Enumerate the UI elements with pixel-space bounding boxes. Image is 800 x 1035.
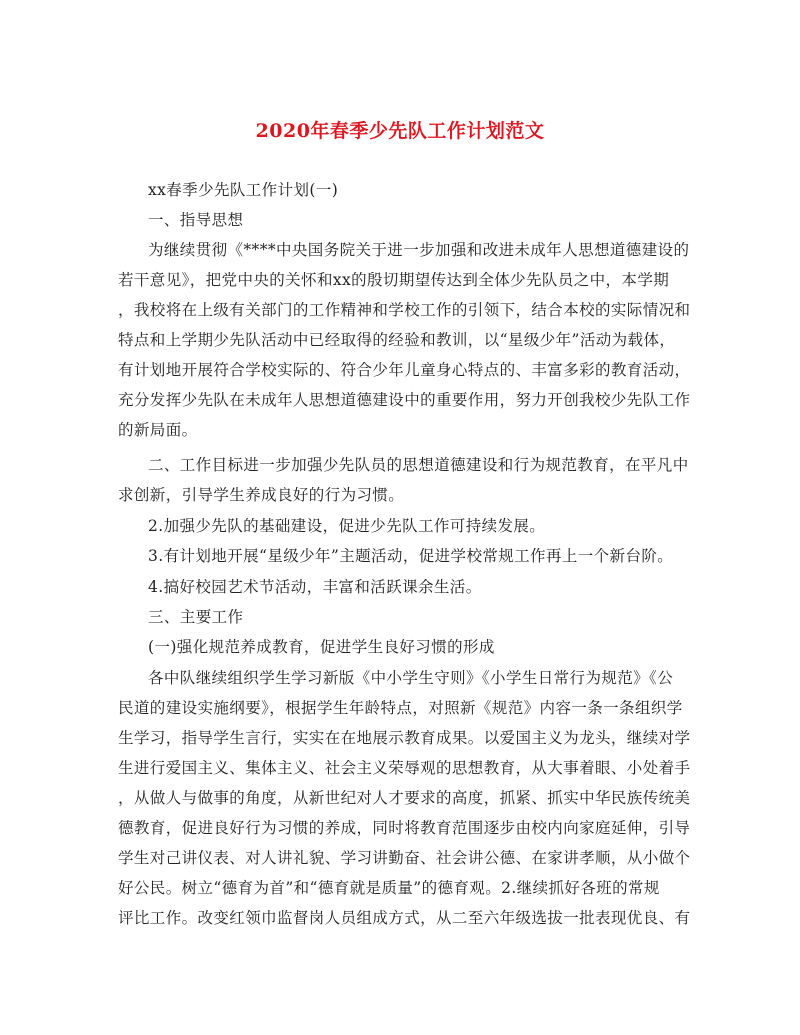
text-line: 3.有计划地开展“星级少年”主题活动，促进学校常规工作再上一个新台阶。	[148, 547, 674, 565]
text-line: 民道的建设实施纲要》，根据学生年龄特点，对照新《规范》内容一条一条组织学	[118, 699, 683, 717]
text-line: 特点和上学期少先队活动中已经取得的经验和教训，以“星级少年”活动为载体，	[118, 331, 676, 349]
text-line: 二、工作目标进一步加强少先队员的思想道德建设和行为规范教育，在平凡中	[148, 456, 689, 474]
text-line: 2.加强少先队的基础建设，促进少先队工作可持续发展。	[148, 517, 546, 535]
text-line: xx春季少先队工作计划(一)	[148, 181, 339, 199]
text-line: 各中队继续组织学生学习新版《中小学生守则》《小学生日常行为规范》《公	[148, 669, 674, 687]
text-line: 德教育，促进良好行为习惯的养成，同时将教育范围逐步由校内向家庭延伸，引导	[118, 819, 691, 837]
text-line: 求创新，引导学生养成良好的行为习惯。	[118, 486, 405, 504]
text-line: 充分发挥少先队在未成年人思想道德建设中的重要作用，努力开创我校少先队工作	[118, 391, 691, 409]
text-line: 学生对己讲仪表、对人讲礼貌、学习讲勤奋、社会讲公德、在家讲孝顺，从小做个	[118, 849, 691, 867]
text-line: 三、主要工作	[148, 608, 244, 626]
text-line: 评比工作。改变红领巾监督岗人员组成方式，从二至六年级选拔一批表现优良、有	[118, 909, 691, 927]
text-line: 好公民。树立“德育为首”和“德育就是质量”的德育观。2.继续抓好各班的常规	[118, 879, 660, 897]
text-line: 生学习，指导学生言行，实实在在地展示教育成果。以爱国主义为龙头，继续对学	[118, 729, 691, 747]
text-line: 有计划地开展符合学校实际的、符合少年儿童身心特点的、丰富多彩的教育活动，	[118, 361, 691, 379]
document-title: 2020年春季少先队工作计划范文	[255, 120, 545, 142]
text-line: ，我校将在上级有关部门的工作精神和学校工作的引领下，结合本校的实际情况和	[118, 301, 691, 319]
text-line: (一)强化规范养成教育，促进学生良好习惯的形成	[148, 638, 495, 656]
text-line: 一、指导思想	[148, 211, 244, 229]
text-line: 若干意见》，把党中央的关怀和xx的殷切期望传达到全体少先队员之中，本学期	[118, 271, 670, 289]
text-line: 为继续贯彻《****中央国务院关于进一步加强和改进未成年人思想道德建设的	[148, 241, 690, 259]
text-line: 生进行爱国主义、集体主义、社会主义荣辱观的思想教育，从大事着眼、小处着手	[118, 759, 691, 777]
text-line: ，从做人与做事的角度，从新世纪对人才要求的高度，抓紧、抓实中华民族传统美	[118, 789, 691, 807]
text-line: 4.搞好校园艺术节活动，丰富和活跃课余生活。	[148, 578, 482, 596]
text-line: 的新局面。	[118, 421, 198, 439]
